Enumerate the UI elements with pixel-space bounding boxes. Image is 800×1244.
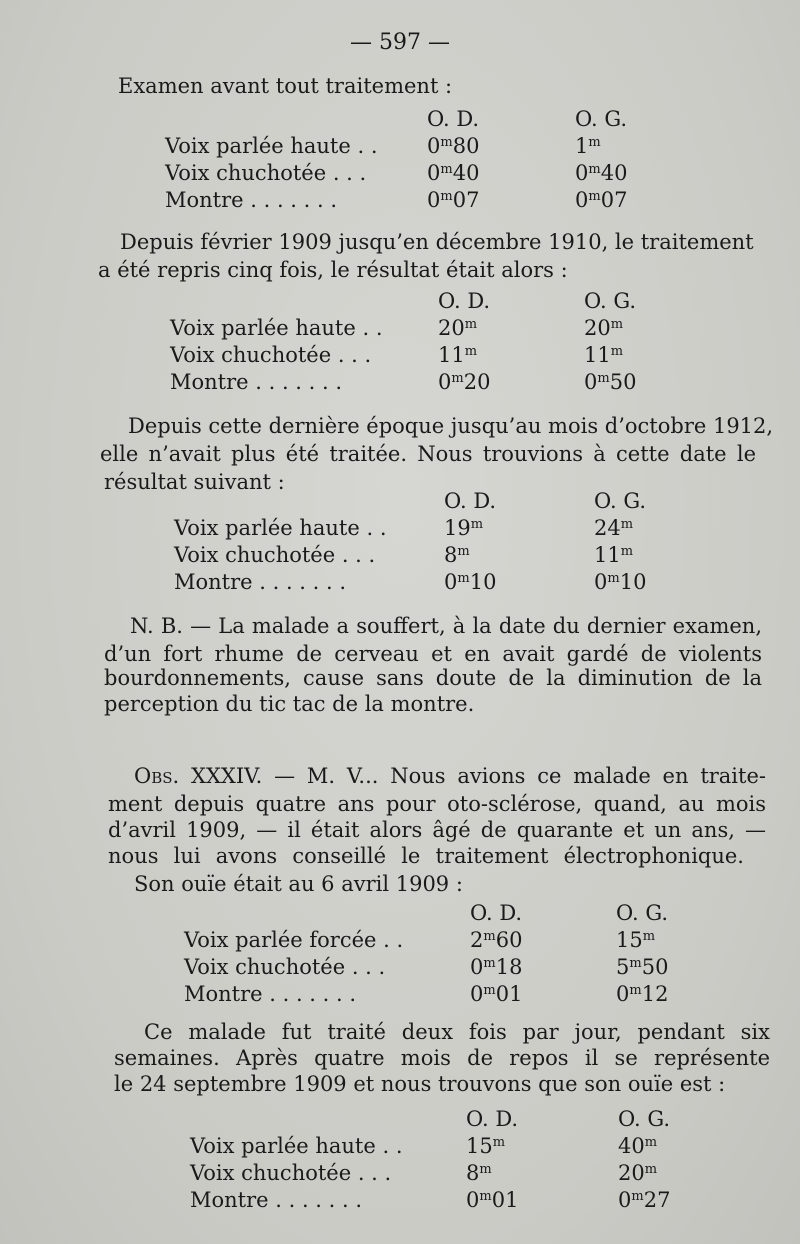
centimeters: 40 <box>452 161 480 185</box>
row-label: Voix parlée haute . . <box>174 516 387 540</box>
unit: m <box>642 929 656 944</box>
centimeters: 12 <box>641 982 669 1006</box>
centimeters: 01 <box>495 982 523 1006</box>
unit: m <box>597 371 610 386</box>
unit: m <box>607 571 620 586</box>
paragraph-line: Ce malade fut traité deux fois par jour, pendant six <box>144 1020 770 1044</box>
row-label: Montre . . . . . . . <box>170 370 343 394</box>
paragraph-line: nous lui avons conseillé le traitement électrophonique. <box>108 844 744 868</box>
unit: m <box>644 1135 658 1150</box>
meters: 1 <box>575 134 589 158</box>
meters: 0 <box>618 1188 632 1212</box>
og-value <box>618 1187 670 1214</box>
row-label: Voix chuchotée . . . <box>165 161 367 185</box>
og-value <box>594 515 633 542</box>
od-header: O. D. <box>470 901 523 925</box>
og-value <box>616 981 668 1008</box>
od-value <box>427 187 479 214</box>
meters: 15 <box>466 1134 493 1158</box>
paragraph-line: d’avril 1909, — il était alors âgé de quarante et un ans, — <box>108 818 766 842</box>
od-header: O. D. <box>444 489 497 513</box>
og-header: O. G. <box>616 901 669 925</box>
og-value <box>616 927 655 954</box>
meters: 15 <box>616 928 643 952</box>
meters: 0 <box>444 570 458 594</box>
centimeters: 50 <box>609 370 637 394</box>
unit: m <box>483 929 496 944</box>
og-value <box>575 187 627 214</box>
od-value <box>438 369 490 396</box>
meters: 0 <box>427 188 441 212</box>
unit: m <box>457 571 470 586</box>
unit: m <box>588 135 601 150</box>
meters: 0 <box>616 982 630 1006</box>
row-label: Voix chuchotée . . . <box>174 543 376 567</box>
centimeters: 80 <box>452 134 480 158</box>
meters: 20 <box>584 316 611 340</box>
unit: m <box>620 517 634 532</box>
meters: 5 <box>616 955 630 979</box>
row-label: Voix parlée haute . . <box>170 316 383 340</box>
og-header: O. G. <box>618 1107 671 1131</box>
meters: 24 <box>594 516 621 540</box>
meters: 20 <box>438 316 465 340</box>
meters: 0 <box>470 982 484 1006</box>
centimeters: 20 <box>463 370 491 394</box>
og-value <box>584 369 636 396</box>
od-header: O. D. <box>427 107 480 131</box>
paragraph-line: Depuis février 1909 jusqu’en décembre 1910, le traitement <box>120 230 754 254</box>
od-value <box>444 515 483 542</box>
note-line: d’un fort rhume de cerveau et en avait gardé de violents <box>104 642 762 666</box>
note-line: N. B. — La malade a souffert, à la date du dernier examen, <box>130 614 762 638</box>
unit: m <box>620 544 634 559</box>
unit: m <box>644 1162 658 1177</box>
meters: 19 <box>444 516 471 540</box>
meters: 11 <box>594 543 621 567</box>
row-label: Voix parlée forcée . . <box>184 928 404 952</box>
row-label: Voix chuchotée . . . <box>170 343 372 367</box>
page-number: — 597 — <box>350 30 450 55</box>
meters: 0 <box>427 161 441 185</box>
meters: 0 <box>584 370 598 394</box>
paragraph-line: ment depuis quatre ans pour oto-sclérose, quand, au mois <box>108 792 766 816</box>
unit: m <box>588 189 601 204</box>
obs-label: Obs. <box>134 764 180 788</box>
meters: 0 <box>470 955 484 979</box>
og-value <box>584 342 623 369</box>
row-label: Voix chuchotée . . . <box>184 955 386 979</box>
paragraph-line: semaines. Après quatre mois de repos il se représente <box>114 1046 770 1070</box>
unit: m <box>492 1135 506 1150</box>
meters: 20 <box>618 1161 645 1185</box>
od-value <box>470 954 522 981</box>
og-value <box>575 160 627 187</box>
unit: m <box>610 317 624 332</box>
og-header: O. G. <box>575 107 628 131</box>
og-value <box>584 315 623 342</box>
unit: m <box>483 983 496 998</box>
meters: 11 <box>584 343 611 367</box>
og-header: O. G. <box>584 289 637 313</box>
paragraph-line: le 24 septembre 1909 et nous trouvons que son ouïe est : <box>114 1072 726 1096</box>
od-value <box>444 569 496 596</box>
row-label: Montre . . . . . . . <box>190 1188 363 1212</box>
od-value <box>438 315 477 342</box>
unit: m <box>440 189 453 204</box>
meters: 8 <box>444 543 458 567</box>
row-label: Voix parlée haute . . <box>190 1134 403 1158</box>
centimeters: 07 <box>452 188 480 212</box>
od-value <box>427 133 479 160</box>
row-label: Montre . . . . . . . <box>174 570 347 594</box>
centimeters: 07 <box>600 188 628 212</box>
centimeters: 10 <box>469 570 497 594</box>
unit: m <box>483 956 496 971</box>
unit: m <box>440 135 453 150</box>
unit: m <box>470 517 484 532</box>
note-line: perception du tic tac de la montre. <box>104 692 475 716</box>
unit: m <box>610 344 624 359</box>
centimeters: 18 <box>495 955 523 979</box>
unit: m <box>457 544 470 559</box>
row-label: Voix chuchotée . . . <box>190 1161 392 1185</box>
row-label: Montre . . . . . . . <box>184 982 357 1006</box>
od-header: O. D. <box>466 1107 519 1131</box>
od-value <box>470 927 522 954</box>
og-value <box>618 1160 657 1187</box>
row-label: Voix parlée haute . . <box>165 134 378 158</box>
od-header: O. D. <box>438 289 491 313</box>
meters: 0 <box>575 161 589 185</box>
od-value <box>466 1160 492 1187</box>
og-value <box>618 1133 657 1160</box>
meters: 2 <box>470 928 484 952</box>
centimeters: 40 <box>600 161 628 185</box>
centimeters: 01 <box>491 1188 519 1212</box>
og-header: O. G. <box>594 489 647 513</box>
centimeters: 10 <box>619 570 647 594</box>
centimeters: 50 <box>641 955 669 979</box>
meters: 0 <box>466 1188 480 1212</box>
unit: m <box>440 162 453 177</box>
od-value <box>470 981 522 1008</box>
meters: 0 <box>594 570 608 594</box>
row-label: Montre . . . . . . . <box>165 188 338 212</box>
od-value <box>466 1133 505 1160</box>
note-line: bourdonnements, cause sans doute de la diminution de la <box>104 666 762 690</box>
meters: 8 <box>466 1161 480 1185</box>
meters: 0 <box>575 188 589 212</box>
od-value <box>466 1187 518 1214</box>
od-value <box>427 160 479 187</box>
obs-text: XXXIV. — M. V... Nous avions ce malade en traite- <box>179 764 766 788</box>
unit: m <box>479 1189 492 1204</box>
og-value <box>616 954 668 981</box>
unit: m <box>588 162 601 177</box>
meters: 0 <box>427 134 441 158</box>
paragraph-line: résultat suivant : <box>104 470 285 494</box>
paragraph-line: elle n’avait plus été traitée. Nous trouvions à cette date le <box>100 442 756 466</box>
intro-text: Examen avant tout traitement : <box>118 74 453 98</box>
paragraph-line: Depuis cette dernière époque jusqu’au mois d’octobre 1912, <box>128 414 774 438</box>
observation-heading-line <box>134 762 766 790</box>
unit: m <box>464 317 478 332</box>
intro-text: Son ouïe était au 6 avril 1909 : <box>134 872 463 896</box>
unit: m <box>629 983 642 998</box>
unit: m <box>451 371 464 386</box>
unit: m <box>629 956 642 971</box>
centimeters: 27 <box>643 1188 671 1212</box>
unit: m <box>464 344 478 359</box>
paragraph-line: a été repris cinq fois, le résultat était alors : <box>98 258 568 282</box>
meters: 11 <box>438 343 465 367</box>
od-value <box>438 342 477 369</box>
centimeters: 60 <box>495 928 523 952</box>
og-value <box>575 133 601 160</box>
og-value <box>594 542 633 569</box>
od-value <box>444 542 470 569</box>
unit: m <box>631 1189 644 1204</box>
meters: 40 <box>618 1134 645 1158</box>
meters: 0 <box>438 370 452 394</box>
unit: m <box>479 1162 492 1177</box>
og-value <box>594 569 646 596</box>
